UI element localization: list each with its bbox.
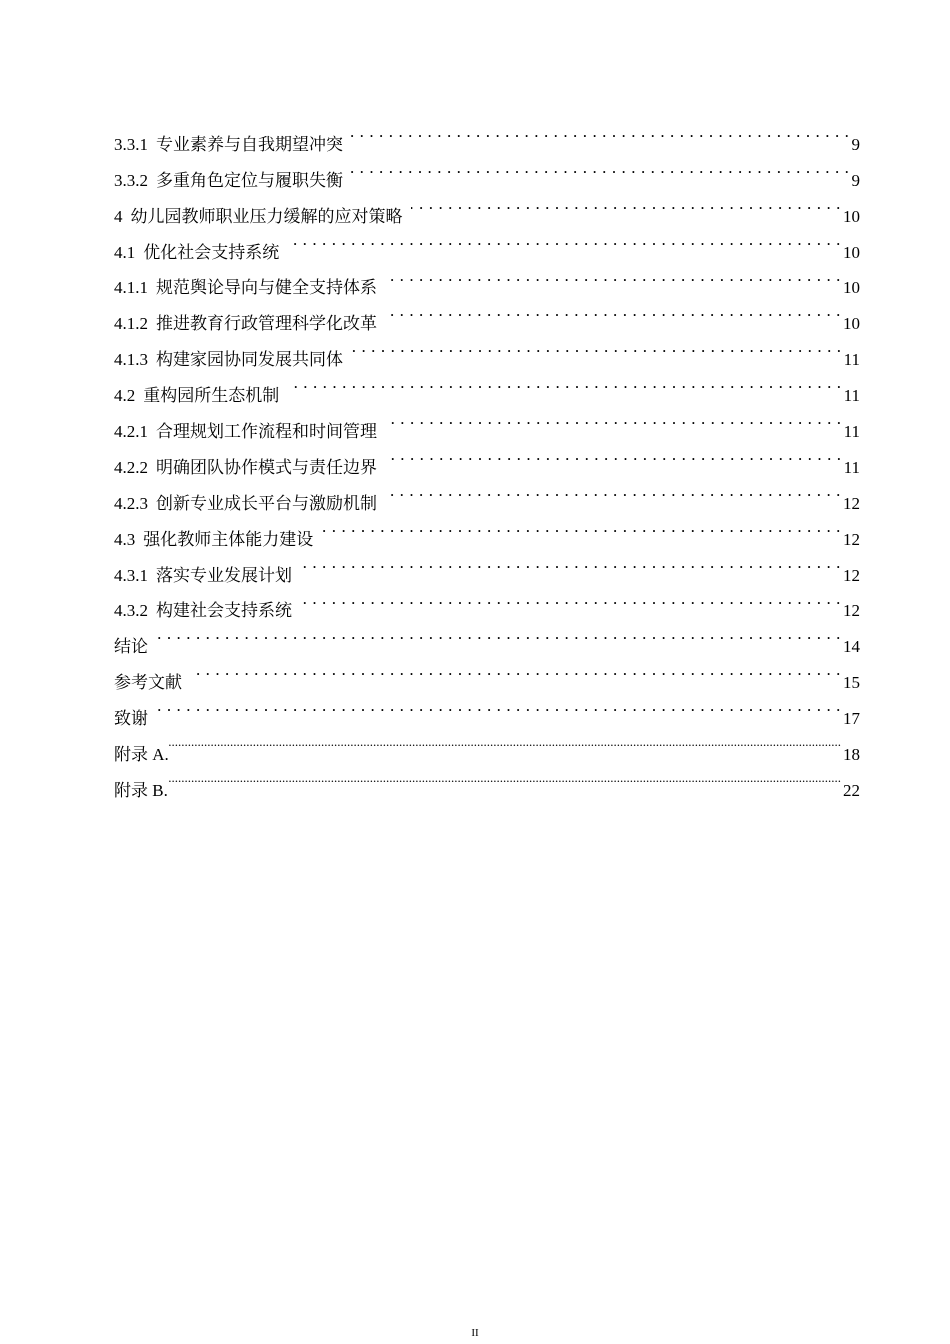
toc-entry-title [114, 522, 321, 558]
toc-entry-label: 优化社会支持系统 [143, 242, 280, 262]
toc-entry-page: 18 [843, 745, 860, 765]
toc-leader-dots [300, 545, 843, 581]
toc-entry-number: 3.3.1 [114, 134, 148, 154]
toc-leader-dots [287, 365, 843, 401]
toc-entry-page: 11 [843, 350, 860, 370]
toc-entry-number: 4.3.2 [114, 601, 148, 621]
toc-entry-label: 明确团队协作模式与责任边界 [156, 457, 377, 477]
toc-entry[interactable] [114, 652, 860, 693]
toc-entry-number: 3.3.2 [114, 170, 148, 190]
toc-entry-label: 落实专业发展计划 [156, 565, 292, 585]
toc-leader-dots [321, 509, 843, 545]
toc-entry-page: 22 [843, 780, 860, 800]
toc-leader-dots [385, 293, 843, 329]
toc-leader-dots [168, 760, 843, 796]
toc-leader-dots [190, 652, 843, 688]
toc-leader-dots [287, 222, 843, 258]
toc-entry-title [114, 701, 156, 737]
toc-entry-page: 15 [843, 673, 860, 693]
toc-entry-number: 4.2.3 [114, 493, 148, 513]
toc-entry-label: 幼儿园教师职业压力缓解的应对策略 [130, 206, 403, 226]
toc-entry-title [114, 306, 385, 342]
toc-entry-label: 附录 A. [114, 745, 169, 765]
toc-entry-title [114, 450, 385, 486]
toc-entry-label: 构建社会支持系统 [156, 601, 292, 621]
toc-entry-page: 14 [843, 637, 860, 657]
toc-entry-number: 4.1.3 [114, 350, 148, 370]
toc-leader-dots [300, 581, 843, 617]
toc-entry-number: 4.1 [114, 242, 136, 262]
toc-entry-title [114, 737, 169, 773]
toc-entry-label: 推进教育行政管理科学化改革 [156, 314, 377, 334]
toc-entry-number: 4.2 [114, 386, 136, 406]
toc-entry[interactable] [114, 114, 860, 154]
toc-entry-label: 重构园所生态机制 [143, 386, 280, 406]
toc-entry-number: 4.3.1 [114, 565, 148, 585]
toc-leader-dots [351, 329, 844, 365]
toc-entry-title [114, 235, 287, 271]
toc-entry-title [114, 773, 168, 809]
toc-entry-label: 致谢 [114, 709, 148, 729]
toc-entry-page: 9 [851, 134, 860, 154]
toc-entry-page: 11 [843, 457, 860, 477]
toc-entry-label: 结论 [114, 637, 148, 657]
toc-entry[interactable] [114, 760, 860, 800]
toc-entry[interactable] [114, 688, 860, 729]
toc-entry-title [114, 163, 351, 199]
page-number: II [471, 1327, 479, 1339]
toc-entry-label: 参考文献 [114, 673, 182, 693]
toc-leader-dots [351, 114, 852, 150]
toc-entry-page: 12 [843, 601, 860, 621]
toc-leader-dots [385, 473, 843, 509]
toc-entry-title [114, 558, 300, 594]
toc-entry-number: 4.2.2 [114, 457, 148, 477]
toc-entry-page: 11 [843, 386, 860, 406]
toc-entry-page: 12 [843, 565, 860, 585]
toc-entry-page: 12 [843, 529, 860, 549]
toc-entry-page: 9 [851, 170, 860, 190]
toc-entry-page: 12 [843, 493, 860, 513]
toc-entry[interactable] [114, 616, 860, 657]
toc-entry-title [114, 127, 351, 163]
toc-entry-label: 附录 B. [114, 780, 168, 800]
toc-entry-title [114, 270, 385, 306]
toc-entry-label: 多重角色定位与履职失衡 [156, 170, 343, 190]
toc-entry-label: 强化教师主体能力建设 [143, 529, 314, 549]
toc-entry-page: 11 [843, 422, 860, 442]
toc-entry-title [114, 629, 156, 665]
toc-leader-dots [156, 688, 843, 724]
toc-leader-dots [385, 258, 843, 294]
toc-entry[interactable] [114, 724, 860, 765]
toc-entry-page: 10 [843, 206, 860, 226]
toc-entry-title [114, 414, 385, 450]
toc-entry-number: 4.3 [114, 529, 136, 549]
toc-entry-label: 构建家园协同发展共同体 [156, 350, 343, 370]
toc-entry-title [114, 378, 287, 414]
toc-leader-dots [156, 616, 843, 652]
toc-leader-dots [169, 724, 843, 760]
toc-entry-number: 4.1.1 [114, 278, 148, 298]
toc-leader-dots [385, 437, 844, 473]
toc-entry-page: 10 [843, 278, 860, 298]
toc-leader-dots [385, 401, 844, 437]
toc-entry-label: 创新专业成长平台与激励机制 [156, 493, 377, 513]
toc-entry-number: 4 [114, 206, 123, 226]
toc-entry-page: 17 [843, 709, 860, 729]
toc-entry-label: 专业素养与自我期望冲突 [156, 134, 343, 154]
toc-entry-page: 10 [843, 314, 860, 334]
toc-entry-number: 4.1.2 [114, 314, 148, 334]
toc-leader-dots [411, 186, 844, 222]
toc-entry-page: 10 [843, 242, 860, 262]
toc-entry-label: 合理规划工作流程和时间管理 [156, 422, 377, 442]
toc-leader-dots [351, 150, 852, 186]
table-of-contents [114, 114, 860, 800]
toc-entry-number: 4.2.1 [114, 422, 148, 442]
toc-entry-label: 规范舆论导向与健全支持体系 [156, 278, 377, 298]
